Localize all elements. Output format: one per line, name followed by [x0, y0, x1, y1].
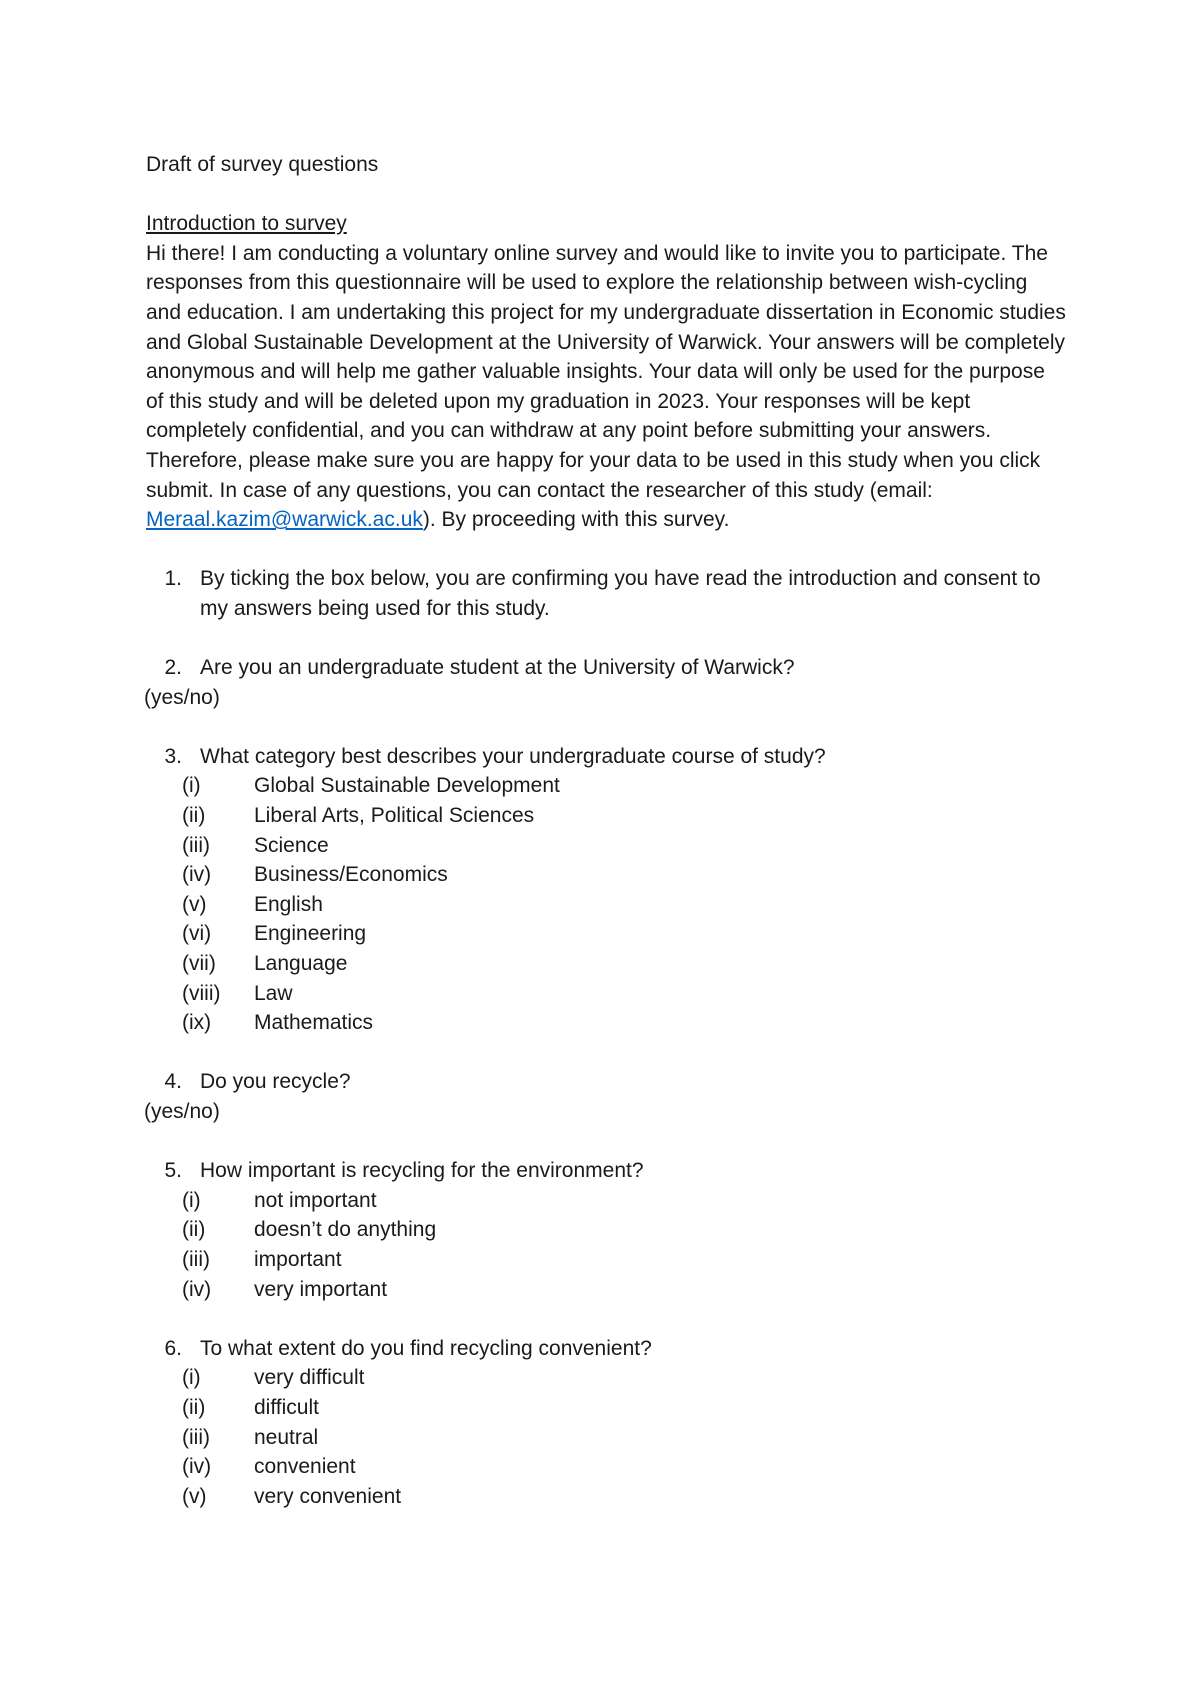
option-marker: (iii): [182, 1425, 210, 1449]
question-text: What category best describes your undergraduate course of study?: [200, 744, 826, 768]
option-label: difficult: [254, 1395, 319, 1419]
option-item: [182, 831, 1066, 861]
option-label: important: [254, 1247, 342, 1271]
spacer: [146, 1038, 1066, 1068]
option-item: [182, 1482, 1066, 1512]
answer-hint: (yes/no): [144, 685, 220, 709]
option-label: English: [254, 892, 323, 916]
spacer: [146, 1127, 1066, 1157]
option-label: convenient: [254, 1455, 356, 1479]
question-1: [146, 564, 1066, 623]
intro-paragraph: [146, 239, 1066, 535]
option-item: [182, 1393, 1066, 1423]
option-label: Law: [254, 981, 293, 1005]
option-marker: (iii): [182, 833, 210, 857]
spacer: [146, 712, 1066, 742]
question-6: [146, 1334, 1066, 1364]
option-marker: (i): [182, 774, 201, 798]
document-title: Draft of survey questions: [146, 153, 379, 176]
spacer: [146, 535, 1066, 565]
option-label: doesn’t do anything: [254, 1218, 437, 1242]
option-label: Language: [254, 952, 348, 976]
option-item: [182, 1275, 1066, 1305]
question-text: How important is recycling for the environment?: [200, 1159, 644, 1183]
question-number: 4.: [164, 1070, 182, 1094]
question-number: 5.: [164, 1159, 182, 1183]
intro-text-before-email: Hi there! I am conducting a voluntary online survey and would like to invite you to participate. The responses from this questionnaire will be used to explore the relationship between wish-cycling and education. I am undertaking this project for my undergraduate dissertation in Economic studies and Global Sustainable Development at the University of Warwick. Your answers will be completely anonymous and will help me gather valuable insights. Your data will only be used for the purpose of this study and will be deleted upon my graduation in 2023. Your responses will be kept completely confidential, and you can withdraw at any point before submitting your answers. Therefore, please make sure you are happy for your data to be used in this study when you click submit. In case of any questions, you can contact the researcher of this study (email:: [146, 241, 1066, 502]
option-marker: (viii): [182, 981, 221, 1005]
question-2: [146, 653, 1066, 683]
option-label: Liberal Arts, Political Sciences: [254, 804, 535, 828]
option-label: Global Sustainable Development: [254, 774, 560, 798]
option-item: [182, 1363, 1066, 1393]
question-3: [146, 742, 1066, 772]
option-item: [182, 1245, 1066, 1275]
option-label: neutral: [254, 1425, 319, 1449]
intro-section: [146, 209, 1066, 535]
option-marker: (ii): [182, 1218, 206, 1242]
option-marker: (iv): [182, 1455, 212, 1479]
intro-text-after-email: ). By proceeding with this survey.: [422, 508, 730, 532]
option-marker: (iv): [182, 1277, 212, 1301]
document-page: [146, 150, 1066, 1511]
option-marker: (ii): [182, 804, 206, 828]
option-label: very difficult: [254, 1366, 365, 1390]
option-item: [182, 949, 1066, 979]
question-4: [146, 1067, 1066, 1097]
option-label: Business/Economics: [254, 863, 448, 887]
answer-hint: (yes/no): [144, 1100, 220, 1123]
question-text: To what extent do you find recycling convenient?: [200, 1336, 652, 1360]
option-marker: (iii): [182, 1247, 210, 1271]
option-item: [182, 979, 1066, 1009]
question-text: Are you an undergraduate student at the University of Warwick?: [200, 656, 795, 680]
option-item: [182, 860, 1066, 890]
option-item: [182, 771, 1066, 801]
option-item: [182, 1215, 1066, 1245]
option-marker: (ii): [182, 1395, 206, 1419]
option-marker: (i): [182, 1188, 201, 1212]
question-number: 1.: [164, 567, 182, 591]
option-item: [182, 1452, 1066, 1482]
question-6-options: [146, 1363, 1066, 1511]
spacer: [146, 624, 1066, 654]
question-text: By ticking the box below, you are confirming you have read the introduction and consent to my answers being used for this study.: [200, 567, 1041, 620]
intro-heading: Introduction to survey: [146, 212, 347, 236]
option-label: very important: [254, 1277, 388, 1301]
option-marker: (vii): [182, 952, 216, 976]
option-marker: (i): [182, 1366, 201, 1390]
option-label: not important: [254, 1188, 377, 1212]
option-marker: (v): [182, 892, 207, 916]
question-5-options: [146, 1186, 1066, 1304]
option-marker: (v): [182, 1484, 207, 1508]
researcher-email-link[interactable]: Meraal.kazim@warwick.ac.uk: [146, 508, 423, 532]
option-marker: (iv): [182, 863, 212, 887]
option-item: [182, 1423, 1066, 1453]
question-number: 3.: [164, 744, 182, 768]
option-marker: (vi): [182, 922, 212, 946]
option-label: Engineering: [254, 922, 367, 946]
option-item: [182, 1008, 1066, 1038]
option-item: [182, 890, 1066, 920]
option-item: [182, 1186, 1066, 1216]
question-3-options: [146, 771, 1066, 1037]
spacer: [146, 1304, 1066, 1334]
option-label: Mathematics: [254, 1011, 374, 1035]
option-item: [182, 919, 1066, 949]
question-number: 6.: [164, 1336, 182, 1360]
option-label: Science: [254, 833, 329, 857]
question-5: [146, 1156, 1066, 1186]
option-label: very convenient: [254, 1484, 402, 1508]
question-text: Do you recycle?: [200, 1070, 351, 1094]
option-marker: (ix): [182, 1011, 212, 1035]
option-item: [182, 801, 1066, 831]
question-number: 2.: [164, 656, 182, 680]
